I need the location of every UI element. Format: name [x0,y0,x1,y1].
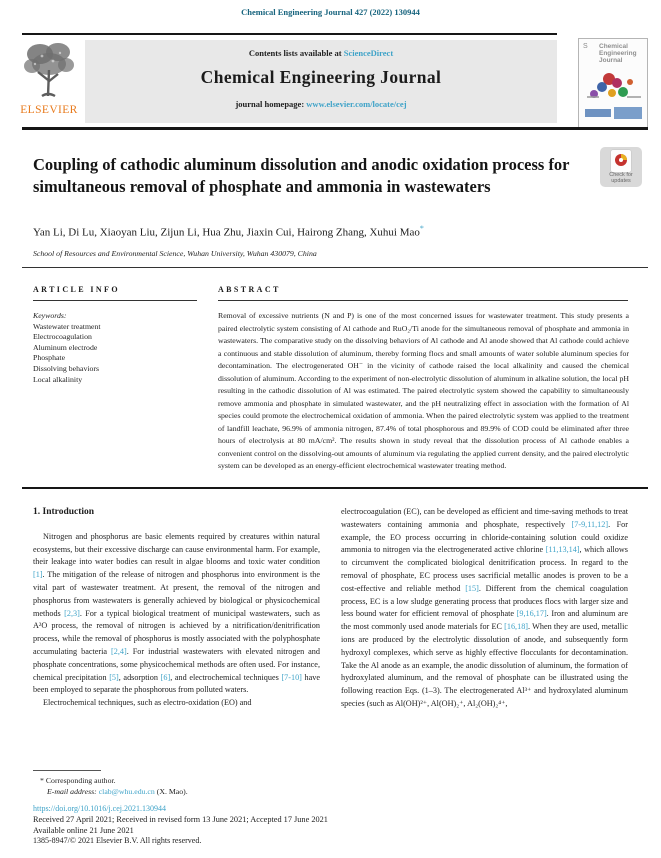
body-text: . For example, the EO process occurring in chloride-containing solution could oxidize ammonia to nitrogen via the electrogenerated active chlorine [341,519,628,555]
received-dates: Received 27 April 2021; Received in revised form 13 June 2021; Accepted 17 June 2021 [33,815,328,824]
elsevier-tree-icon [20,87,78,104]
body-text: Electrochemical techniques, such as electro-oxidation (EO) and [43,698,252,708]
check-updates-card [611,150,631,172]
homepage-prefix: journal homepage: [235,99,307,109]
introduction-heading: 1. Introduction [33,507,95,517]
elsevier-logo[interactable] [13,40,85,124]
citation-link[interactable]: [6] [160,672,171,682]
running-head-citation: Chemical Engineering Journal 427 (2022) 130944 [241,7,420,17]
body-text: electrocoagulation (EC), can be developed as efficient and time-saving methods to treat wastewaters containing ammonia and phosphate, respectively [341,507,628,529]
homepage-line [85,99,557,109]
intro-paragraph-1 [33,531,320,697]
abstract-text: Removal of excessive nutrients (N and P) is one of the most concerned issues for wastewater treatment. This study presents a paired electrolytic system consisting of Al cathode and RuO₂/Ti anode for the simultaneous removal of phosphate and ammonia in wastewaters. The comparative study on the dissolving behaviors of Al cathode and Al anode showed that Al cathode could achieve a continuous and stable dissolution of aluminum, thereby forming flocs and small amounts of water soluble aluminum species for decontamination. The electrogenerated OH⁻ in the vicinity of cathode raised the local alkalinity and caused the chemical dissolution of aluminum. According to the experiment of non-electrolytic dissolution of aluminum in alkaline solution, the local pH resulting in the cathodic dissolution of Al was estimated. The paired electrolytic system showed the capability to simultaneously remove ammonia and phosphate in simulated wastewater, and the pH neutralizing effect in association with the formation of Al species could promote the electrochemical oxidation of ammonia. When the paired electrolytic system was applied to the treatment of landfill leachate, 96.9% of ammonia nitrogen, 87.4% of total phosphorous and 89.9% of COD could be eliminated after three hours of electrolysis at 80 mA/cm². The results shown in study reveal that the dissolution process of Al cathode enables a convenient control on the dissolving-out amounts of aluminum via regulating the applied current density, and the paired electrolytic system can be developed as an energy-efficient electrochemical wastewater treating method. [218,311,629,470]
masthead-bottom-rule [22,127,648,130]
keyword-item: Dissolving behaviors [33,363,100,373]
corresponding-author-marker[interactable]: * [419,224,424,233]
check-for-updates-badge[interactable] [600,147,642,187]
cover-journal-title: Chemical Engineering Journal [599,43,637,64]
journal-homepage-link[interactable]: www.elsevier.com/locate/cej [306,99,407,109]
contents-list-line [85,40,557,58]
author-list [33,224,633,239]
email-suffix: (X. Mao). [154,787,188,796]
journal-masthead [85,40,557,123]
keyword-item: Wastewater treatment [33,321,101,331]
abstract-rule [218,300,628,301]
article-info-rule [33,300,197,301]
keywords-list [33,322,203,386]
body-left-column [33,506,320,710]
body-text: , and electrochemical techniques [170,672,282,682]
citation-link[interactable]: [1] [33,570,43,580]
elsevier-wordmark: ELSEVIER [20,104,78,116]
abstract-bottom-rule [22,487,648,489]
citation-link[interactable]: [7-10] [281,672,302,682]
intro-paragraph-2 [33,697,320,710]
body-text: . Iron and aluminum are the most commonly used anode materials for EC [341,609,628,632]
body-right-column [341,506,628,711]
affiliation: School of Resources and Environmental Science, Wuhan University, Wuhan 430079, China [33,249,317,258]
author-names: Yan Li, Di Lu, Xiaoyan Liu, Zijun Li, Hua Zhu, Jiaxin Cui, Hairong Zhang, Xuhui Mao [33,226,420,239]
available-online: Available online 21 June 2021 [33,826,134,835]
journal-cover-thumbnail[interactable] [578,38,648,128]
citation-link[interactable]: [15] [465,583,479,593]
body-text: , which allows to circumvent the complicated biological denitrification process. In regard to the removal of phosphate, EC process uses sacrificial metallic anodes is proven to be a cost-effective and reliable method [341,545,628,593]
issn-copyright: 1385-8947/© 2021 Elsevier B.V. All rights reserved. [33,836,202,845]
body-text: . When they are used, metallic ions are produced by the electrolytic dissolution of anode, and subsequently form hydroxyl complexes, which serve as highly effective flocculants for decontamination. Take the Al anode as an example, the anodic dissolution of aluminum, the formation of hydroxylated aluminum, and the removal of phosphate can be illustrated using the following reaction Eqs. (1–3). The electrogenerated Al³⁺ and hydroxylated aluminum species (such as Al(OH)²⁺, Al(OH)₂⁺, Al₂(OH)₂⁴⁺, [341,622,628,708]
masthead-top-rule [22,33,557,35]
journal-title: Chemical Engineering Journal [200,67,442,87]
citation-link[interactable]: [5] [109,672,119,682]
citation-link[interactable]: [11,13,14] [545,545,580,555]
intro-paragraph-3 [341,506,628,711]
keyword-item: Aluminum electrode [33,342,98,352]
corresponding-author-note: * Corresponding author. [40,776,116,785]
sciencedirect-link[interactable]: ScienceDirect [343,48,394,58]
footnote-rule [33,770,101,771]
crossmark-icon [614,156,628,173]
cover-footer-band [614,107,642,119]
body-text: have been employed to separate the phosphorous from polluted waters. [33,672,320,695]
citation-link[interactable]: [2,3] [64,608,80,618]
body-text: . For a typical biological treatment of municipal wastewaters, such as A²O process, the removal of nitrogen is achieved by a nitrification/denitrification process, while the removal of phosphorus is mostly associated with the polyphosphate accumulating bacteria [33,608,320,656]
keywords-block [33,311,203,385]
body-text: . For industrial wastewaters with elevated nitrogen and phosphate concentrations, some physicochemical methods are often used. For instance, chemical precipitation [33,646,320,682]
body-text: Nitrogen and phosphorus are basic elements required by creatures within natural ecosystems, but their excessive discharge can cause environmental harm. For example, their leakage into water bodies can result in algae blooms and toxic water condition [33,531,320,567]
title-block-rule [22,267,648,268]
cover-footer-band [585,109,611,117]
keyword-item: Electrocoagulation [33,332,92,342]
email-link[interactable]: clab@whu.edu.cn [98,787,155,796]
citation-link[interactable]: [9,16,17] [516,609,547,619]
keyword-item: Local alkalinity [33,374,83,384]
citation-link[interactable]: [2,4] [111,646,127,656]
email-label: E-mail address: [47,787,99,796]
cover-elsevier-mark-icon: S [583,43,588,50]
body-text: , adsorption [118,672,161,682]
doi-link[interactable]: https://doi.org/10.1016/j.cej.2021.130944 [33,804,166,813]
citation-link[interactable]: [16,18] [504,622,529,632]
contents-prefix: Contents lists available at [248,48,344,58]
body-text: . The mitigation of the release of nitrogen and phosphorus into environment is the vital part of wastewater treatment. At present, the removal of the nitrogen and phosphorus from wastewaters is generally achieved by biological or physicochemical methods [33,570,320,618]
abstract-heading: ABSTRACT [218,285,281,294]
citation-link[interactable]: [7-9,11,12] [571,519,609,529]
email-note [47,787,188,796]
keyword-item: Phosphate [33,353,66,363]
body-text: . Different from the chemical coagulation process, EC is a low sludge generating process that produces flocs with larger size and less bound water for efficient removal of phosphate [341,583,628,619]
keywords-label: Keywords: [33,311,67,320]
check-updates-label: Check for updates [609,172,633,184]
article-title: Coupling of cathodic aluminum dissolution and anodic oxidation process for simultaneous removal of phosphate and ammonia in wastewaters [33,155,570,196]
article-info-heading: ARTICLE INFO [33,285,120,294]
